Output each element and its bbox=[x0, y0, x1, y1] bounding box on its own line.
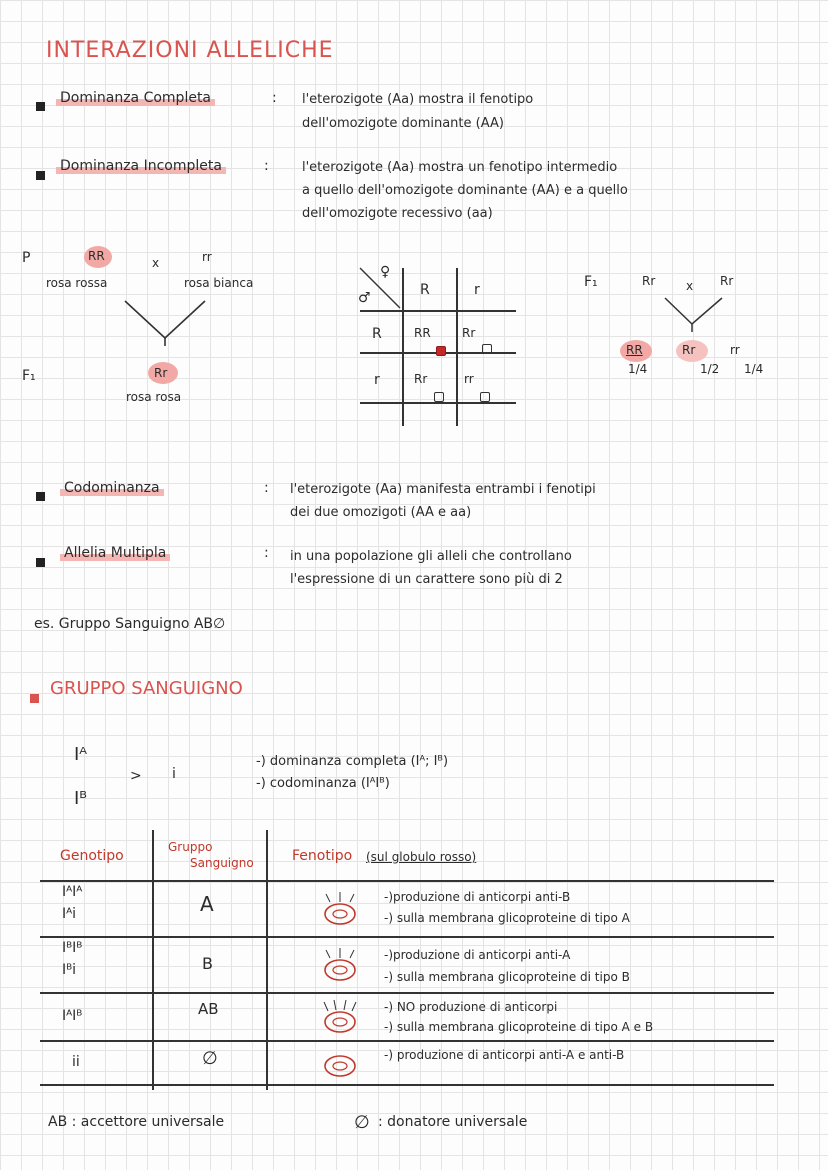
cross-arrow bbox=[120, 296, 210, 348]
group-cell: ∅ bbox=[202, 1048, 218, 1069]
genotype-cell: Iᴮi bbox=[62, 962, 77, 978]
footer-accettore: AB : accettore universale bbox=[48, 1114, 225, 1130]
f1-result-genotype: rr bbox=[730, 343, 740, 357]
punnett-top-allele: r bbox=[474, 282, 480, 298]
female-symbol: ♀ bbox=[380, 264, 391, 280]
red-flower-square bbox=[436, 346, 446, 356]
white-flower-square bbox=[480, 392, 490, 402]
dominanza-completa-label: Dominanza Completa bbox=[56, 90, 215, 106]
red-blood-cell-icon bbox=[318, 996, 362, 1036]
punnett-top-allele: R bbox=[420, 282, 430, 298]
bullet-allelia-multipla bbox=[36, 552, 45, 571]
gruppo-sanguigno-heading: GRUPPO SANGUIGNO bbox=[50, 678, 243, 699]
rule-codominanza: -) codominanza (IᴬIᴮ) bbox=[256, 776, 390, 791]
allelia-multipla-desc-1: in una popolazione gli alleli che controllano bbox=[290, 549, 572, 564]
allelia-multipla-label: Allelia Multipla bbox=[60, 545, 170, 561]
allelia-multipla-desc-2: l'espressione di un carattere sono più di 2 bbox=[290, 572, 563, 587]
footer-zero-symbol: ∅ bbox=[354, 1112, 370, 1133]
phenotype-cell: -)produzione di anticorpi anti-B bbox=[384, 890, 571, 904]
colon: : bbox=[264, 545, 269, 561]
f1-times: x bbox=[686, 279, 694, 293]
genotype-cell: ii bbox=[72, 1054, 80, 1070]
header-fenotipo: Fenotipo bbox=[292, 848, 353, 864]
punnett-cell: Rr bbox=[414, 372, 428, 386]
group-cell: B bbox=[202, 954, 213, 973]
genotype-cell: IᴬIᴬ bbox=[62, 884, 83, 900]
f1-result-genotype: Rr bbox=[682, 343, 696, 357]
p-label: P bbox=[22, 250, 31, 266]
bullet-gruppo-sanguigno bbox=[30, 688, 39, 707]
male-symbol: ♂ bbox=[358, 290, 371, 306]
bullet-codominanza bbox=[36, 486, 45, 505]
f1-right-genotype: Rr bbox=[720, 274, 734, 288]
allele-i: i bbox=[172, 766, 176, 782]
phenotype-cell: -) sulla membrana glicoproteine di tipo B bbox=[384, 970, 630, 984]
red-blood-cell-icon bbox=[318, 888, 362, 928]
parent1-genotype: RR bbox=[88, 249, 105, 263]
group-cell: A bbox=[200, 892, 214, 916]
page-title: INTERAZIONI ALLELICHE bbox=[46, 38, 334, 63]
f1-result-ratio: 1/4 bbox=[744, 362, 764, 376]
offspring-genotype: Rr bbox=[154, 366, 168, 380]
header-fenotipo-note: (sul globulo rosso) bbox=[366, 850, 477, 864]
allele-ib: Iᴮ bbox=[74, 788, 88, 809]
phenotype-cell: -) sulla membrana glicoproteine di tipo A bbox=[384, 911, 630, 925]
f1-cross-label: F₁ bbox=[584, 274, 598, 290]
f1-result-ratio: 1/4 bbox=[628, 362, 648, 376]
punnett-cell: RR bbox=[414, 326, 431, 340]
red-blood-cell-icon bbox=[318, 1044, 362, 1084]
f1-label: F₁ bbox=[22, 368, 36, 384]
dominanza-incompleta-label: Dominanza Incompleta bbox=[56, 158, 226, 174]
white-flower-square bbox=[482, 344, 492, 354]
colon: : bbox=[264, 158, 269, 174]
parent2-genotype: rr bbox=[202, 250, 212, 264]
parent1-desc: rosa rossa bbox=[46, 276, 108, 290]
rule-dominanza-completa: -) dominanza completa (Iᴬ; Iᴮ) bbox=[256, 754, 449, 769]
phenotype-cell: -) NO produzione di anticorpi bbox=[384, 1000, 558, 1014]
f1-result-ratio: 1/2 bbox=[700, 362, 720, 376]
bullet-dominanza-incompleta bbox=[36, 165, 45, 184]
bullet-dominanza-completa bbox=[36, 96, 45, 115]
genotype-cell: Iᴬi bbox=[62, 906, 77, 922]
codominanza-label: Codominanza bbox=[60, 480, 164, 496]
punnett-left-allele: R bbox=[372, 326, 382, 342]
dominanza-completa-desc-2: dell'omozigote dominante (AA) bbox=[302, 116, 504, 131]
phenotype-cell: -) sulla membrana glicoproteine di tipo A e B bbox=[384, 1020, 654, 1034]
greater-than: > bbox=[130, 768, 142, 784]
dominanza-incompleta-desc-3: dell'omozigote recessivo (aa) bbox=[302, 206, 493, 221]
f1-left-genotype: Rr bbox=[642, 274, 656, 288]
genotype-cell: IᴬIᴮ bbox=[62, 1008, 83, 1024]
colon: : bbox=[272, 90, 277, 106]
f1-cross-arrow bbox=[660, 294, 730, 338]
parent2-desc: rosa bianca bbox=[184, 276, 254, 290]
f1-result-genotype: RR bbox=[626, 343, 643, 357]
header-genotipo: Genotipo bbox=[60, 848, 124, 864]
white-flower-square bbox=[434, 392, 444, 402]
dominanza-completa-desc-1: l'eterozigote (Aa) mostra il fenotipo bbox=[302, 92, 534, 107]
punnett-cell: Rr bbox=[462, 326, 476, 340]
cross-times: x bbox=[152, 256, 160, 270]
offspring-desc: rosa rosa bbox=[126, 390, 182, 404]
red-blood-cell-icon bbox=[318, 944, 362, 984]
group-cell: AB bbox=[198, 1000, 219, 1018]
dominanza-incompleta-desc-1: l'eterozigote (Aa) mostra un fenotipo intermedio bbox=[302, 160, 618, 175]
header-gruppo: Gruppo bbox=[168, 840, 213, 854]
header-sanguigno: Sanguigno bbox=[190, 856, 254, 870]
footer-donatore: : donatore universale bbox=[378, 1114, 528, 1130]
punnett-left-allele: r bbox=[374, 372, 380, 388]
allele-ia: Iᴬ bbox=[74, 744, 88, 765]
colon: : bbox=[264, 480, 269, 496]
phenotype-cell: -) produzione di anticorpi anti-A e anti-B bbox=[384, 1048, 625, 1062]
codominanza-desc-2: dei due omozigoti (AA e aa) bbox=[290, 505, 472, 520]
codominanza-desc-1: l'eterozigote (Aa) manifesta entrambi i fenotipi bbox=[290, 482, 596, 497]
dominanza-incompleta-desc-2: a quello dell'omozigote dominante (AA) e a quello bbox=[302, 183, 628, 198]
genotype-cell: IᴮIᴮ bbox=[62, 940, 83, 956]
example-line: es. Gruppo Sanguigno AB∅ bbox=[34, 616, 226, 632]
phenotype-cell: -)produzione di anticorpi anti-A bbox=[384, 948, 571, 962]
punnett-cell: rr bbox=[464, 372, 474, 386]
